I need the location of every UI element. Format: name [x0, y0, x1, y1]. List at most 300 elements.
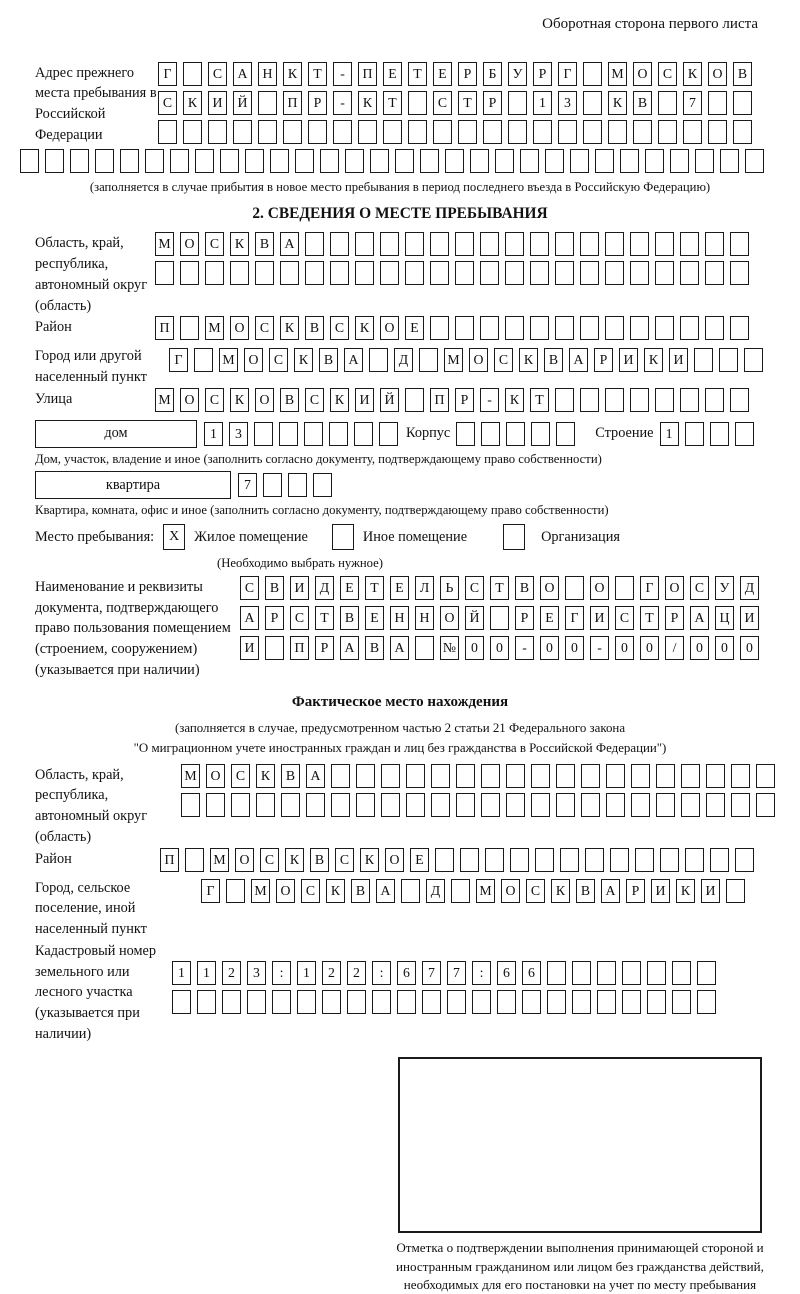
document-row-2 [240, 606, 765, 630]
char-box [685, 422, 704, 446]
char-box: А [233, 62, 252, 86]
char-box [288, 473, 307, 497]
char-box [320, 149, 339, 173]
char-box: Е [365, 606, 384, 630]
char-box [683, 120, 702, 144]
char-box: И [669, 348, 688, 372]
char-box: С [290, 606, 309, 630]
char-box: Р [455, 388, 474, 412]
prev-address-row-3 [158, 120, 758, 144]
char-box [456, 793, 475, 817]
char-box: Й [380, 388, 399, 412]
char-box: 0 [565, 636, 584, 660]
char-box [535, 848, 554, 872]
actual-location-title: Фактическое место нахождения [291, 693, 509, 710]
cadastre-grid [172, 961, 722, 1019]
char-box [172, 990, 191, 1014]
char-box [481, 422, 500, 446]
char-box: О [540, 576, 559, 600]
char-box [719, 348, 738, 372]
char-box [95, 149, 114, 173]
char-box: Ь [440, 576, 459, 600]
char-box [522, 990, 541, 1014]
char-box [233, 120, 252, 144]
char-box [205, 261, 224, 285]
house-number-row [204, 422, 404, 446]
char-box [272, 990, 291, 1014]
char-box [672, 990, 691, 1014]
char-box [422, 990, 441, 1014]
char-box [183, 120, 202, 144]
char-box: В [515, 576, 534, 600]
char-box [370, 149, 389, 173]
char-box: М [476, 879, 495, 903]
char-box [580, 316, 599, 340]
char-box: Е [340, 576, 359, 600]
char-box [330, 261, 349, 285]
char-box [481, 764, 500, 788]
char-box: К [519, 348, 538, 372]
char-box [230, 261, 249, 285]
char-box: 0 [615, 636, 634, 660]
char-box: - [480, 388, 499, 412]
char-box [435, 848, 454, 872]
actual-district-row [160, 848, 760, 872]
char-box: 1 [197, 961, 216, 985]
char-box [555, 316, 574, 340]
char-box [158, 120, 177, 144]
char-box: А [601, 879, 620, 903]
char-box: С [658, 62, 677, 86]
char-box [658, 91, 677, 115]
house-block [35, 420, 800, 448]
char-box [447, 990, 466, 1014]
char-box [580, 261, 599, 285]
char-box: Т [308, 62, 327, 86]
char-box: О [244, 348, 263, 372]
char-box [731, 793, 750, 817]
char-box: А [240, 606, 259, 630]
char-box: М [181, 764, 200, 788]
char-box: И [208, 91, 227, 115]
char-box [313, 473, 332, 497]
char-box [565, 576, 584, 600]
char-box [206, 793, 225, 817]
char-box [419, 348, 438, 372]
house-field-label: дом [35, 420, 197, 448]
document-label: Наименование и реквизиты документа, подтверждающего право пользования помещением (строением, сооружением) (указывается при наличии) [35, 579, 231, 678]
char-box [408, 120, 427, 144]
char-box: К [330, 388, 349, 412]
char-box: В [310, 848, 329, 872]
char-box [451, 879, 470, 903]
char-box: В [351, 879, 370, 903]
char-box [430, 316, 449, 340]
char-box: С [269, 348, 288, 372]
char-box [660, 848, 679, 872]
char-box: С [433, 91, 452, 115]
char-box: № [440, 636, 459, 660]
char-box [180, 261, 199, 285]
char-box [395, 149, 414, 173]
char-box [680, 388, 699, 412]
char-box [397, 990, 416, 1014]
char-box: С [335, 848, 354, 872]
city-row [169, 348, 769, 372]
char-box [305, 261, 324, 285]
document-row-1 [240, 576, 765, 600]
char-box: Г [640, 576, 659, 600]
char-box [155, 261, 174, 285]
char-box [485, 848, 504, 872]
char-box: П [430, 388, 449, 412]
char-box: А [569, 348, 588, 372]
char-box [531, 764, 550, 788]
char-box [331, 764, 350, 788]
char-box [733, 91, 752, 115]
char-box [480, 316, 499, 340]
district-label: Район [35, 319, 72, 336]
char-box [372, 990, 391, 1014]
char-box: У [508, 62, 527, 86]
char-box [583, 91, 602, 115]
char-box [508, 91, 527, 115]
char-box: К [551, 879, 570, 903]
char-box: Т [365, 576, 384, 600]
char-box: В [340, 606, 359, 630]
district-row [155, 316, 755, 340]
char-box [401, 879, 420, 903]
char-box: К [358, 91, 377, 115]
char-box: П [283, 91, 302, 115]
char-box: 0 [740, 636, 759, 660]
char-box [655, 261, 674, 285]
char-box [433, 120, 452, 144]
char-box [356, 764, 375, 788]
char-box [556, 764, 575, 788]
char-box [305, 232, 324, 256]
char-box: Е [540, 606, 559, 630]
char-box [655, 232, 674, 256]
char-box [547, 990, 566, 1014]
char-box [306, 793, 325, 817]
char-box: О [380, 316, 399, 340]
cadastre-row-1 [172, 961, 722, 985]
char-box [581, 764, 600, 788]
char-box: С [205, 232, 224, 256]
char-box: О [590, 576, 609, 600]
char-box [744, 348, 763, 372]
stroenie-label: Строение [595, 425, 654, 442]
char-box: Т [640, 606, 659, 630]
prev-address-note: (заполняется в случае прибытия в новое место пребывания в период последнего въезда в Российскую Федерацию) [89, 179, 711, 194]
char-box: 2 [322, 961, 341, 985]
char-box: 0 [490, 636, 509, 660]
char-box: О [235, 848, 254, 872]
char-box: : [272, 961, 291, 985]
char-box: К [230, 388, 249, 412]
actual-region-label: Область, край, республика, автономный округ (область) [35, 766, 148, 845]
prev-address-row-4 [20, 149, 800, 173]
char-box [480, 232, 499, 256]
char-box: М [219, 348, 238, 372]
char-box: И [240, 636, 259, 660]
char-box [358, 120, 377, 144]
char-box: А [280, 232, 299, 256]
char-box: 7 [447, 961, 466, 985]
char-box [265, 636, 284, 660]
char-box: К [676, 879, 695, 903]
char-box [572, 990, 591, 1014]
stay-type-option-other-label: Иное помещение [362, 528, 468, 545]
char-box: Р [315, 636, 334, 660]
char-box: Т [315, 606, 334, 630]
char-box [647, 990, 666, 1014]
char-box: В [265, 576, 284, 600]
char-box [730, 388, 749, 412]
document-grid [240, 576, 765, 666]
char-box [545, 149, 564, 173]
char-box [45, 149, 64, 173]
char-box: 7 [422, 961, 441, 985]
char-box [694, 348, 713, 372]
char-box: Г [565, 606, 584, 630]
char-box [460, 848, 479, 872]
char-box [708, 91, 727, 115]
char-box: О [180, 388, 199, 412]
char-box: Т [383, 91, 402, 115]
char-box: О [230, 316, 249, 340]
char-box [185, 848, 204, 872]
char-box [356, 793, 375, 817]
char-box [745, 149, 764, 173]
char-box [555, 232, 574, 256]
char-box: О [276, 879, 295, 903]
char-box [279, 422, 298, 446]
char-box: К [683, 62, 702, 86]
char-box: 0 [540, 636, 559, 660]
char-box [572, 961, 591, 985]
char-box: М [205, 316, 224, 340]
char-box [254, 422, 273, 446]
char-box: К [280, 316, 299, 340]
char-box: У [715, 576, 734, 600]
char-box: Т [458, 91, 477, 115]
char-box [497, 990, 516, 1014]
apartment-field-label: квартира [35, 471, 231, 499]
char-box [556, 793, 575, 817]
char-box: П [155, 316, 174, 340]
char-box [735, 848, 754, 872]
actual-city-label: Город, сельское поселение, иной населенный пункт [35, 879, 147, 938]
char-box: Н [258, 62, 277, 86]
char-box [608, 120, 627, 144]
char-box: Р [458, 62, 477, 86]
char-box: Д [426, 879, 445, 903]
char-box: М [608, 62, 627, 86]
char-box [505, 232, 524, 256]
street-label: Улица [35, 390, 73, 407]
char-box [456, 422, 475, 446]
stamp-block [398, 1057, 762, 1294]
actual-city-block [35, 877, 800, 940]
char-box [581, 793, 600, 817]
char-box [333, 120, 352, 144]
actual-city-row [201, 879, 751, 903]
char-box [631, 764, 650, 788]
char-box: Л [415, 576, 434, 600]
char-box: О [255, 388, 274, 412]
char-box [756, 764, 775, 788]
char-box [630, 316, 649, 340]
char-box [222, 990, 241, 1014]
char-box: О [469, 348, 488, 372]
char-box: И [740, 606, 759, 630]
char-box: С [301, 879, 320, 903]
char-box [255, 261, 274, 285]
stay-type-label: Место пребывания: [35, 528, 155, 545]
char-box [558, 120, 577, 144]
char-box [470, 149, 489, 173]
char-box: О [665, 576, 684, 600]
char-box [533, 120, 552, 144]
char-box [245, 149, 264, 173]
char-box [308, 120, 327, 144]
stay-type-note: (Необходимо выбрать нужное) [217, 555, 383, 570]
char-box: А [376, 879, 395, 903]
char-box: А [390, 636, 409, 660]
char-box [531, 793, 550, 817]
char-box [731, 764, 750, 788]
char-box: О [633, 62, 652, 86]
char-box [705, 232, 724, 256]
char-box: С [690, 576, 709, 600]
char-box [672, 961, 691, 985]
char-box: 3 [229, 422, 248, 446]
char-box: Р [515, 606, 534, 630]
char-box [380, 232, 399, 256]
char-box: 0 [640, 636, 659, 660]
city-label: Город или другой населенный пункт [35, 348, 147, 386]
actual-district-block [35, 848, 800, 877]
char-box: М [210, 848, 229, 872]
char-box [355, 261, 374, 285]
char-box: - [590, 636, 609, 660]
char-box: К [183, 91, 202, 115]
char-box: Н [390, 606, 409, 630]
migration-form-page [0, 14, 800, 1293]
stay-type-option-organization-label: Организация [541, 528, 620, 545]
char-box: М [155, 232, 174, 256]
char-box [555, 388, 574, 412]
char-box: В [319, 348, 338, 372]
char-box: С [158, 91, 177, 115]
char-box [695, 149, 714, 173]
char-box [472, 990, 491, 1014]
char-box [620, 149, 639, 173]
char-box [120, 149, 139, 173]
char-box: В [255, 232, 274, 256]
char-box [383, 120, 402, 144]
korpus-row [456, 422, 581, 446]
char-box [379, 422, 398, 446]
char-box [331, 793, 350, 817]
cadastre-block [35, 940, 800, 1045]
char-box: О [708, 62, 727, 86]
char-box [347, 990, 366, 1014]
char-box: А [340, 636, 359, 660]
char-box: 6 [397, 961, 416, 985]
char-box [670, 149, 689, 173]
char-box: 3 [558, 91, 577, 115]
char-box [431, 764, 450, 788]
char-box [406, 764, 425, 788]
char-box: И [651, 879, 670, 903]
char-box: - [515, 636, 534, 660]
char-box: В [365, 636, 384, 660]
char-box [595, 149, 614, 173]
char-box [145, 149, 164, 173]
actual-region-grid [181, 764, 781, 822]
char-box [606, 764, 625, 788]
char-box: - [333, 91, 352, 115]
char-box: 3 [247, 961, 266, 985]
char-box: 1 [172, 961, 191, 985]
char-box: П [358, 62, 377, 86]
char-box [406, 793, 425, 817]
document-block [35, 576, 800, 681]
char-box [480, 261, 499, 285]
char-box [408, 91, 427, 115]
char-box [420, 149, 439, 173]
stay-type-checkbox-other [332, 524, 354, 550]
char-box [258, 120, 277, 144]
actual-region-row-1 [181, 764, 781, 788]
char-box [295, 149, 314, 173]
char-box: Г [201, 879, 220, 903]
char-box: Е [390, 576, 409, 600]
char-box [445, 149, 464, 173]
char-box: Г [169, 348, 188, 372]
stamp-area [398, 1057, 762, 1233]
char-box [720, 149, 739, 173]
char-box [556, 422, 575, 446]
char-box: Е [405, 316, 424, 340]
char-box [630, 388, 649, 412]
char-box [705, 316, 724, 340]
char-box [508, 120, 527, 144]
char-box [730, 316, 749, 340]
char-box [270, 149, 289, 173]
char-box: П [160, 848, 179, 872]
char-box [430, 261, 449, 285]
region-label: Область, край, республика, автономный округ (область) [35, 235, 148, 314]
char-box: 1 [533, 91, 552, 115]
char-box [756, 793, 775, 817]
char-box: 7 [238, 473, 257, 497]
char-box: Т [530, 388, 549, 412]
char-box: К [355, 316, 374, 340]
char-box: К [230, 232, 249, 256]
district-block [35, 316, 800, 345]
char-box [610, 848, 629, 872]
char-box [369, 348, 388, 372]
char-box [597, 990, 616, 1014]
char-box [705, 388, 724, 412]
char-box: С [494, 348, 513, 372]
char-box [455, 316, 474, 340]
actual-location-note-2: "О миграционном учете иностранных граждан и лиц без гражданства в Российской Федерации") [133, 741, 667, 756]
